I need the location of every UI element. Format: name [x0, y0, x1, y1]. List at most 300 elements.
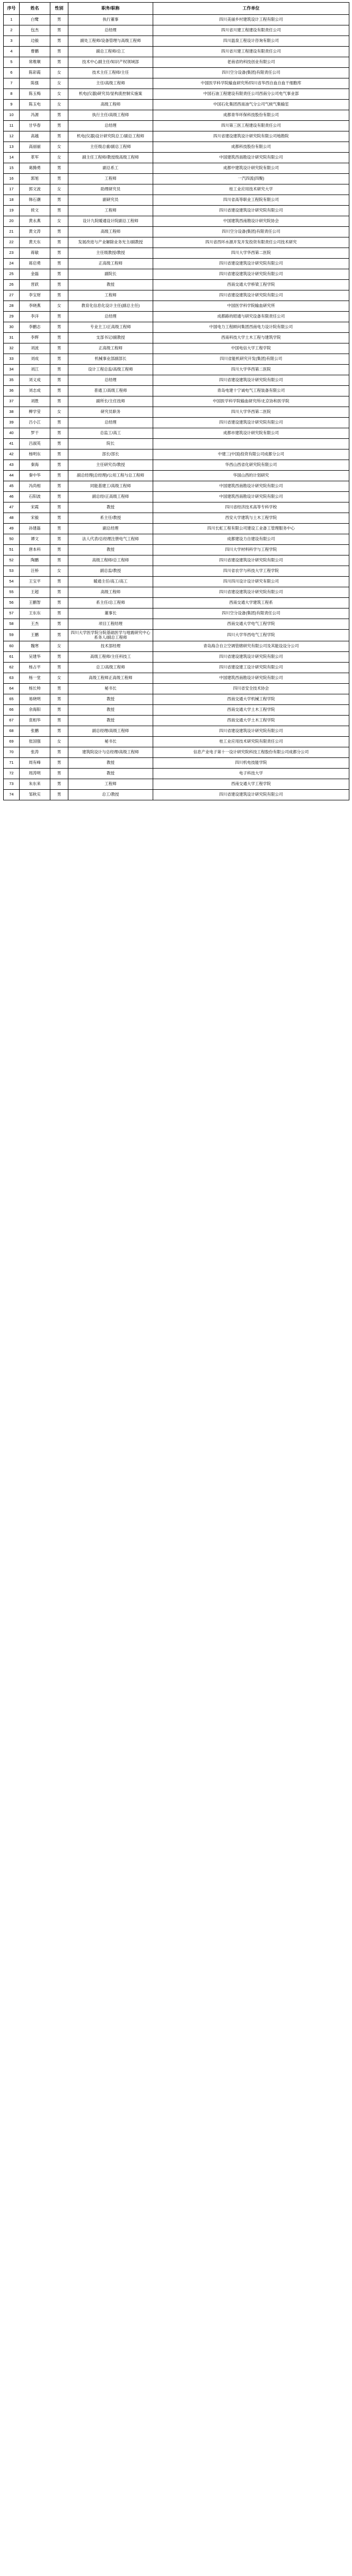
- cell-organization: 西南交通大学土木工程学院: [153, 716, 349, 726]
- cell-organization: 四川省建设建筑设计研究院有限公司: [153, 259, 349, 269]
- cell-title: 副处工程师/设备管理与高级工程师: [68, 36, 153, 47]
- cell-organization: 成都建设力自建设有限公司: [153, 534, 349, 545]
- cell-organization: 四川长虹工程有限公司建设工业备工管理服务中心: [153, 524, 349, 534]
- cell-name: 陈强: [20, 78, 50, 89]
- table-row: [4, 78, 349, 89]
- cell-title: 总经理: [68, 312, 153, 322]
- cell-organization: 四川省建设建筑设计研究院有限公司: [153, 587, 349, 598]
- cell-title: 工程师: [68, 779, 153, 790]
- cell-title: 部长/部长: [68, 449, 153, 460]
- cell-index: 63: [4, 673, 20, 684]
- cell-organization: 四川大学华西第二医院: [153, 407, 349, 418]
- cell-title: 机电(仪器)研究员/显构流控制实施案: [68, 89, 153, 100]
- cell-organization: 四川省建设建筑设计研究院有限公司: [153, 375, 349, 386]
- cell-sex: 男: [50, 747, 68, 758]
- cell-index: 37: [4, 396, 20, 407]
- cell-sex: 男: [50, 705, 68, 716]
- cell-sex: 男: [50, 57, 68, 68]
- cell-sex: 男: [50, 524, 68, 534]
- cell-sex: 男: [50, 47, 68, 57]
- cell-title: 主任级教授/教授: [68, 248, 153, 259]
- cell-index: 74: [4, 790, 20, 800]
- cell-sex: 男: [50, 333, 68, 343]
- cell-organization: 西南交通大学工程学院: [153, 779, 349, 790]
- cell-index: 9: [4, 100, 20, 110]
- cell-name: 刘胜: [20, 396, 50, 407]
- table-row: [4, 174, 349, 184]
- cell-title: 副总系工: [68, 163, 153, 174]
- table-row: [4, 598, 349, 608]
- cell-sex: 女: [50, 737, 68, 747]
- cell-sex: 男: [50, 269, 68, 280]
- cell-title: 副总经理(总经理)/公用工程与总工程师: [68, 471, 153, 481]
- cell-organization: 四川大学华西第二医院: [153, 248, 349, 259]
- cell-index: 47: [4, 502, 20, 513]
- cell-title: 执行主任/高级工程师: [68, 110, 153, 121]
- cell-title: 高级工程师: [68, 227, 153, 237]
- cell-name: 冯尚相: [20, 481, 50, 492]
- cell-title: 专业主工/正高级工程师: [68, 322, 153, 333]
- table-row: [4, 301, 349, 312]
- cell-index: 69: [4, 737, 20, 747]
- cell-index: 30: [4, 322, 20, 333]
- cell-title: 设计九院暖通设计院副总工程师: [68, 216, 153, 227]
- table-body: [4, 15, 349, 800]
- cell-title: 教授: [68, 769, 153, 779]
- table-row: [4, 705, 349, 716]
- cell-organization: 西南交通大学土木工程学院: [153, 705, 349, 716]
- cell-organization: 四川省建设建筑设计研究院有限公司: [153, 418, 349, 428]
- cell-name: 刘义成: [20, 375, 50, 386]
- cell-name: 朱东来: [20, 779, 50, 790]
- cell-name: 袁相华: [20, 716, 50, 726]
- cell-organization: 桂工业应用技术研究院有限责任公司: [153, 737, 349, 747]
- cell-name: 黄天东: [20, 237, 50, 248]
- cell-index: 6: [4, 68, 20, 78]
- cell-name: 易晓明: [20, 694, 50, 705]
- cell-sex: 男: [50, 418, 68, 428]
- cell-index: 24: [4, 259, 20, 269]
- cell-sex: 男: [50, 598, 68, 608]
- cell-name: 王鹏智: [20, 598, 50, 608]
- cell-name: 李晓燕: [20, 301, 50, 312]
- cell-title: 教授: [68, 716, 153, 726]
- table-row: [4, 354, 349, 365]
- cell-organization: 中国医学科学院输血研究所/北京协和医学院: [153, 396, 349, 407]
- cell-sex: 男: [50, 280, 68, 290]
- cell-index: 64: [4, 684, 20, 694]
- table-row: [4, 68, 349, 78]
- cell-name: 包杰: [20, 25, 50, 36]
- cell-index: 16: [4, 174, 20, 184]
- cell-name: 白鹭: [20, 15, 50, 25]
- cell-index: 29: [4, 312, 20, 322]
- cell-sex: 男: [50, 716, 68, 726]
- cell-index: 21: [4, 227, 20, 237]
- cell-name: 吴建华: [20, 652, 50, 663]
- cell-sex: 男: [50, 110, 68, 121]
- cell-sex: 女: [50, 89, 68, 100]
- cell-index: 42: [4, 449, 20, 460]
- cell-title: 主任研究员/教授: [68, 460, 153, 471]
- cell-index: 66: [4, 705, 20, 716]
- table-row: [4, 131, 349, 142]
- cell-name: 李鹏志: [20, 322, 50, 333]
- cell-index: 23: [4, 248, 20, 259]
- cell-title: 高级工程师: [68, 100, 153, 110]
- cell-organization: 信息产业电子第十一设计研究院科技工程股份有限公司成都分公司: [153, 747, 349, 758]
- cell-name: 余海阳: [20, 705, 50, 716]
- table-row: [4, 195, 349, 206]
- cell-organization: 成都中建筑设计研究院有限公司: [153, 163, 349, 174]
- cell-name: 金磊: [20, 269, 50, 280]
- cell-organization: 青岛电建十宁诚电气工程装备有限公司: [153, 386, 349, 396]
- cell-sex: 男: [50, 779, 68, 790]
- cell-sex: 男: [50, 513, 68, 524]
- cell-index: 54: [4, 577, 20, 587]
- table-row: [4, 269, 349, 280]
- cell-organization: 华西山西省化研究院有限公司: [153, 460, 349, 471]
- table-row: [4, 184, 349, 195]
- cell-title: 副所长/主任技师: [68, 396, 153, 407]
- cell-title: 高级工程师/主任科技工: [68, 652, 153, 663]
- table-row: [4, 15, 349, 25]
- cell-title: 院长: [68, 439, 153, 449]
- roster-sheet: [0, 0, 352, 806]
- column-header-index: 序号: [4, 3, 20, 15]
- cell-organization: 桂工业应用技术研究大学: [153, 184, 349, 195]
- cell-sex: 男: [50, 195, 68, 206]
- cell-sex: 男: [50, 758, 68, 769]
- cell-organization: 四川省建设建筑设计研究院有限公司: [153, 652, 349, 663]
- cell-name: 张涛: [20, 747, 50, 758]
- table-row: [4, 587, 349, 598]
- cell-name: 吕小江: [20, 418, 50, 428]
- cell-sex: 女: [50, 407, 68, 418]
- cell-title: 高级工程师正高级工程师: [68, 673, 153, 684]
- cell-sex: 男: [50, 375, 68, 386]
- cell-sex: 男: [50, 502, 68, 513]
- cell-organization: 中建三(中国)投资有限公司成都分公司: [153, 449, 349, 460]
- column-header-sex: 性别: [50, 3, 68, 15]
- cell-sex: 男: [50, 726, 68, 737]
- table-row: [4, 386, 349, 396]
- cell-title: 建筑院设计与总经理/高级工程师: [68, 747, 153, 758]
- cell-name: 郭旭: [20, 174, 50, 184]
- cell-index: 68: [4, 726, 20, 737]
- cell-index: 65: [4, 694, 20, 705]
- cell-title: 研究员职务: [68, 407, 153, 418]
- table-row: [4, 684, 349, 694]
- table-row: [4, 100, 349, 110]
- cell-organization: 四川省建设建筑设计研究院有限公司: [153, 290, 349, 301]
- cell-name: 李洋: [20, 312, 50, 322]
- cell-title: 总工/高级工程师: [68, 663, 153, 673]
- cell-organization: 中国医学科学院输血研究所/四川省华西自血自血干细胞库: [153, 78, 349, 89]
- column-header-title: 职务/职称: [68, 3, 153, 15]
- cell-organization: 四川温泉工程设计咨询有限公司: [153, 36, 349, 47]
- cell-title: 董事长: [68, 608, 153, 619]
- cell-name: 冯源: [20, 110, 50, 121]
- cell-index: 50: [4, 534, 20, 545]
- cell-name: 蒋启勇: [20, 259, 50, 269]
- cell-sex: 男: [50, 312, 68, 322]
- cell-index: 17: [4, 184, 20, 195]
- cell-sex: 男: [50, 449, 68, 460]
- cell-name: 黄永燕: [20, 216, 50, 227]
- cell-organization: 四川第三医工程建设有限责任公司: [153, 121, 349, 131]
- cell-sex: 男: [50, 684, 68, 694]
- cell-sex: 男: [50, 174, 68, 184]
- cell-title: 秘书长: [68, 684, 153, 694]
- cell-sex: 男: [50, 354, 68, 365]
- table-row: [4, 652, 349, 663]
- cell-index: 70: [4, 747, 20, 758]
- cell-organization: 四川大学华西第二医院: [153, 365, 349, 375]
- cell-sex: 男: [50, 396, 68, 407]
- cell-organization: 四川四川设计设计研究有限公司: [153, 577, 349, 587]
- cell-index: 28: [4, 301, 20, 312]
- cell-name: 李辉: [20, 333, 50, 343]
- cell-name: 石阳波: [20, 492, 50, 502]
- table-row: [4, 566, 349, 577]
- cell-sex: 男: [50, 663, 68, 673]
- cell-title: 四川大学医学院分院基础医学与地震研究中心系务人/副总工程师: [68, 630, 153, 641]
- table-row: [4, 110, 349, 121]
- cell-index: 19: [4, 206, 20, 216]
- cell-title: 项目工程经理: [68, 619, 153, 630]
- cell-index: 58: [4, 619, 20, 630]
- cell-organization: 四川大学材料科学与工程学院: [153, 545, 349, 555]
- cell-sex: 女: [50, 184, 68, 195]
- cell-name: 杨一堂: [20, 673, 50, 684]
- table-row: [4, 673, 349, 684]
- cell-name: 魏寒: [20, 641, 50, 652]
- cell-name: 秦海: [20, 460, 50, 471]
- table-row: [4, 343, 349, 354]
- cell-name: 周有峰: [20, 758, 50, 769]
- table-row: [4, 333, 349, 343]
- cell-organization: 中国电力工程顾问集团西南电力设计院有限公司: [153, 322, 349, 333]
- cell-index: 7: [4, 78, 20, 89]
- cell-organization: 四川机电技能学院: [153, 758, 349, 769]
- cell-title: 总经理: [68, 418, 153, 428]
- cell-sex: 男: [50, 534, 68, 545]
- cell-name: 杨长帅: [20, 684, 50, 694]
- cell-sex: 女: [50, 78, 68, 89]
- table-row: [4, 47, 349, 57]
- cell-organization: 中国建筑西南勘设计研究院有限公司: [153, 481, 349, 492]
- cell-index: 5: [4, 57, 20, 68]
- cell-title: 教授: [68, 705, 153, 716]
- cell-organization: 中国建筑西南勘设计研究院有限公司: [153, 153, 349, 163]
- cell-title: 教育化信息化设计主任(副总主任): [68, 301, 153, 312]
- table-row: [4, 769, 349, 779]
- cell-title: 工程师: [68, 174, 153, 184]
- cell-sex: 女: [50, 68, 68, 78]
- table-row: [4, 227, 349, 237]
- cell-title: 执行董事: [68, 15, 153, 25]
- cell-index: 15: [4, 163, 20, 174]
- table-row: [4, 290, 349, 301]
- cell-title: 工程师: [68, 206, 153, 216]
- cell-index: 36: [4, 386, 20, 396]
- cell-sex: 男: [50, 790, 68, 800]
- cell-organization: 四川省建设建筑设计研究院有限公司: [153, 269, 349, 280]
- cell-organization: 四川省经济技术高等专科学校: [153, 502, 349, 513]
- cell-title: 助理研究员: [68, 184, 153, 195]
- cell-sex: 男: [50, 471, 68, 481]
- cell-index: 45: [4, 481, 20, 492]
- table-row: [4, 206, 349, 216]
- cell-title: 总经理: [68, 25, 153, 36]
- cell-title: 教授: [68, 545, 153, 555]
- cell-title: 机械事业部副部长: [68, 354, 153, 365]
- cell-title: 系主任/教授: [68, 513, 153, 524]
- cell-index: 14: [4, 153, 20, 163]
- cell-organization: 中国建筑西南勘设计研究院有限公司: [153, 673, 349, 684]
- cell-organization: 四川省建设建筑设计研究院有限公司: [153, 555, 349, 566]
- cell-organization: 西南交通大学电气工程学院: [153, 619, 349, 630]
- table-row: [4, 524, 349, 534]
- cell-name: 刘江: [20, 365, 50, 375]
- table-row: [4, 439, 349, 449]
- cell-index: 12: [4, 131, 20, 142]
- cell-title: 法人代表/总经理注册电气工程师: [68, 534, 153, 545]
- cell-title: 主任/高级工程师: [68, 78, 153, 89]
- cell-title: 机电(仪器)设计研究院总工/副总工程师: [68, 131, 153, 142]
- cell-index: 13: [4, 142, 20, 153]
- cell-organization: 青岛海合自立空调管辖研究有限公司及其能设设分公司: [153, 641, 349, 652]
- table-row: [4, 726, 349, 737]
- table-row: [4, 237, 349, 248]
- table-row: [4, 312, 349, 322]
- cell-index: 35: [4, 375, 20, 386]
- table-row: [4, 758, 349, 769]
- cell-sex: 女: [50, 673, 68, 684]
- cell-organization: 四川省川建工程建设有限责任公司: [153, 47, 349, 57]
- cell-title: 正高级工程师: [68, 259, 153, 269]
- cell-title: 副总监/教授: [68, 566, 153, 577]
- cell-organization: 四川空分设备(集团)有限责任公司: [153, 227, 349, 237]
- cell-sex: 男: [50, 577, 68, 587]
- cell-name: 王东东: [20, 608, 50, 619]
- cell-index: 56: [4, 598, 20, 608]
- cell-title: 发展改进与产业解除业务光主/副教授: [68, 237, 153, 248]
- table-row: [4, 555, 349, 566]
- cell-index: 1: [4, 15, 20, 25]
- cell-organization: 中国电信大学工程学院: [153, 343, 349, 354]
- cell-name: 常维顺: [20, 57, 50, 68]
- cell-sex: 男: [50, 25, 68, 36]
- cell-index: 39: [4, 418, 20, 428]
- cell-organization: 成都青华环保科技股份有限公司: [153, 110, 349, 121]
- cell-organization: 四川省西环水源开发开发投资有限责任公司技术研究: [153, 237, 349, 248]
- cell-organization: 四川省能机研究开发(集团)有限公司: [153, 354, 349, 365]
- cell-index: 62: [4, 663, 20, 673]
- expert-roster-table: [3, 2, 349, 800]
- table-row: [4, 790, 349, 800]
- cell-name: 秦中华: [20, 471, 50, 481]
- table-row: [4, 428, 349, 439]
- table-row: [4, 375, 349, 386]
- cell-index: 3: [4, 36, 20, 47]
- table-row: [4, 619, 349, 630]
- cell-index: 67: [4, 716, 20, 726]
- table-row: [4, 153, 349, 163]
- cell-index: 40: [4, 428, 20, 439]
- cell-name: 邹秋实: [20, 790, 50, 800]
- cell-name: 吕淑英: [20, 439, 50, 449]
- table-row: [4, 630, 349, 641]
- cell-sex: 男: [50, 237, 68, 248]
- cell-title: 秘书长: [68, 737, 153, 747]
- cell-organization: 中国建筑西南勘设计研究院协会: [153, 216, 349, 227]
- cell-sex: 女: [50, 641, 68, 652]
- cell-index: 73: [4, 779, 20, 790]
- cell-index: 41: [4, 439, 20, 449]
- cell-sex: 男: [50, 248, 68, 259]
- table-row: [4, 471, 349, 481]
- cell-index: 34: [4, 365, 20, 375]
- cell-title: 系主任/总工程师: [68, 598, 153, 608]
- cell-name: 周涛明: [20, 769, 50, 779]
- cell-name: 唐本科: [20, 545, 50, 555]
- cell-title: 正高级工程师: [68, 343, 153, 354]
- cell-organization: 四川省农学与科技大学工程学院: [153, 566, 349, 577]
- cell-title: 副主任工程师/教授级高级工程师: [68, 153, 153, 163]
- cell-name: 陈玉梅: [20, 89, 50, 100]
- table-row: [4, 216, 349, 227]
- cell-title: 技术主任工程师/主任: [68, 68, 153, 78]
- cell-index: 20: [4, 216, 20, 227]
- cell-name: 刘成: [20, 354, 50, 365]
- cell-sex: 男: [50, 481, 68, 492]
- cell-sex: 男: [50, 121, 68, 131]
- cell-organization: 西南交通大学建筑工程系: [153, 598, 349, 608]
- cell-organization: 一汽四流(四聚): [153, 174, 349, 184]
- table-row: [4, 365, 349, 375]
- table-row: [4, 641, 349, 652]
- table-row: [4, 534, 349, 545]
- cell-name: 谭文: [20, 534, 50, 545]
- cell-index: 32: [4, 343, 20, 354]
- cell-sex: 男: [50, 343, 68, 354]
- cell-name: 高越: [20, 131, 50, 142]
- cell-sex: 男: [50, 428, 68, 439]
- cell-name: 黄文涛: [20, 227, 50, 237]
- table-row: [4, 694, 349, 705]
- cell-organization: 四川省建设建筑设计研究院有限公司: [153, 206, 349, 216]
- cell-index: 48: [4, 513, 20, 524]
- cell-name: 甘华春: [20, 121, 50, 131]
- cell-sex: 男: [50, 365, 68, 375]
- cell-name: 高丽丽: [20, 142, 50, 153]
- cell-sex: 男: [50, 290, 68, 301]
- cell-title: 副研究员: [68, 195, 153, 206]
- cell-organization: 中国建筑西南勘设计研究院有限公司: [153, 492, 349, 502]
- cell-organization: 华国山西的计划研究: [153, 471, 349, 481]
- cell-index: 52: [4, 555, 20, 566]
- cell-sex: 男: [50, 492, 68, 502]
- cell-index: 59: [4, 630, 20, 641]
- table-row: [4, 513, 349, 524]
- cell-sex: 女: [50, 301, 68, 312]
- table-row: [4, 142, 349, 153]
- cell-sex: 女: [50, 216, 68, 227]
- cell-organization: 老南省的科技创业有限公司: [153, 57, 349, 68]
- cell-name: 汪桥: [20, 566, 50, 577]
